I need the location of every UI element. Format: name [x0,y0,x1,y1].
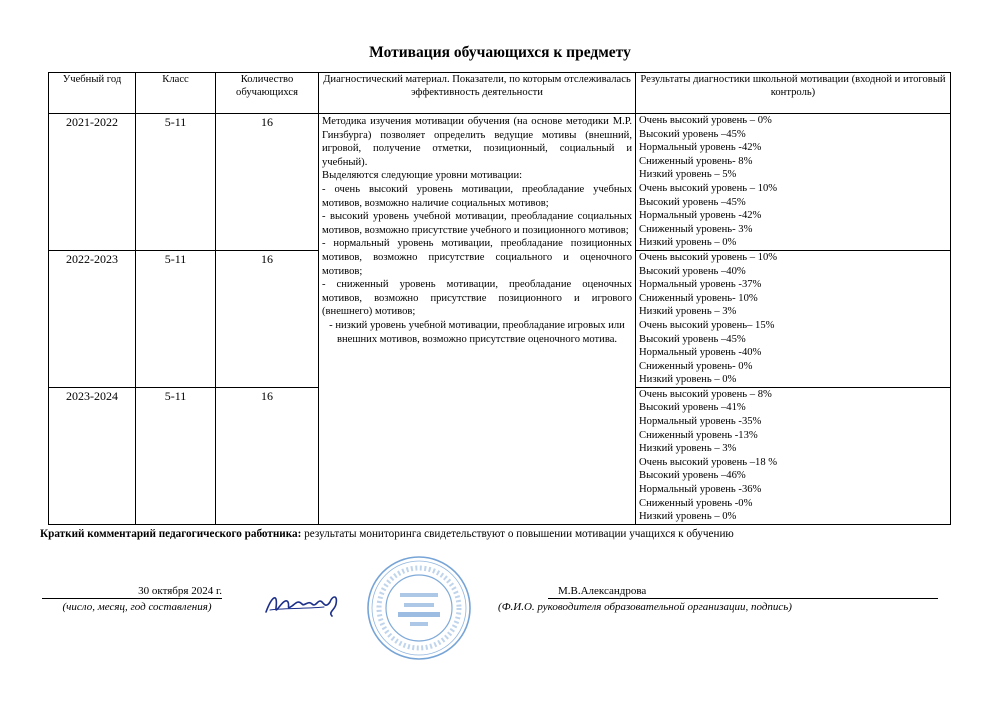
result-line: Высокий уровень –40% [639,265,746,277]
result-line: Сниженный уровень- 3% [639,223,753,235]
result-line: Сниженный уровень- 8% [639,155,753,167]
signer-name: М.В.Александрова [558,585,647,597]
count-cell: 16 [216,114,319,251]
result-line: Высокий уровень –45% [639,333,746,345]
header-results: Результаты диагностики школьной мотивации (входной и итоговый контроль) [636,73,951,114]
result-line: Низкий уровень – 0% [639,237,737,249]
result-line: Нормальный уровень -35% [639,416,762,428]
results-cell [636,387,951,524]
result-line: Высокий уровень –45% [639,196,746,208]
year-cell: 2021-2022 [49,114,136,251]
signer-caption: (Ф.И.О. руководителя образовательной организации, подпись) [498,601,792,613]
year-cell: 2023-2024 [49,387,136,524]
compilation-date: 30 октября 2024 г. [138,585,222,597]
result-line: Нормальный уровень -42% [639,210,762,222]
table-header-row [49,73,951,114]
table-row [49,114,951,251]
result-line: Очень высокий уровень – 0% [639,115,772,126]
header-count: Количество обучающихся [216,73,319,114]
result-line: Очень высокий уровень –18 % [639,456,778,468]
description-level: - очень высокий уровень мотивации, преобладание учебных мотивов, возможно наличие социальных мотивов; [322,183,632,209]
result-line: Сниженный уровень- 0% [639,360,753,372]
result-line: Нормальный уровень -36% [639,484,762,496]
result-line: Нормальный уровень -42% [639,142,762,154]
date-underline [42,598,222,599]
result-line: Сниженный уровень- 10% [639,292,758,304]
page-title: Мотивация обучающихся к предмету [369,44,631,61]
result-line: Низкий уровень – 0% [639,374,737,386]
results-cell [636,250,951,387]
class-cell: 5-11 [136,114,216,251]
header-diagnostic-material: Диагностический материал. Показатели, по которым отслеживалась эффективность деятельности [319,73,636,114]
result-line: Очень высокий уровень – 10% [639,251,778,263]
description-level: - нормальный уровень мотивации, преобладание позиционных мотивов, возможно присутствие социального и оценочного мотивов; [322,238,632,277]
description-level: - высокий уровень учебной мотивации, преобладание социальных мотивов, возможно присутствие учебного и позиционного мотивов; [322,211,632,236]
header-year: Учебный год [49,73,136,114]
motivation-table [48,72,951,525]
organization-seal-image [366,555,472,661]
count-cell: 16 [216,250,319,387]
signer-underline [548,598,938,599]
result-line: Низкий уровень – 0% [639,511,737,523]
description-level: - низкий уровень учебной мотивации, преобладание игровых или внешних мотивов, возможно присутствие оценочного мотива. [329,319,625,345]
date-caption: (число, месяц, год составления) [62,601,212,613]
result-line: Низкий уровень – 3% [639,443,737,455]
result-line: Высокий уровень –45% [639,128,746,140]
class-cell: 5-11 [136,250,216,387]
result-line: Очень высокий уровень – 10% [639,182,778,194]
signature-image [262,582,346,622]
result-line: Нормальный уровень -37% [639,279,762,291]
results-cell [636,114,951,251]
result-line: Высокий уровень –46% [639,470,746,482]
description-intro: Методика изучения мотивации обучения (на основе методики М.Р. Гинзбурга) позволяет определить ведущие мотивы (внешний, игровой, получение отметки, позиционный, социальный и учебный). [322,116,632,168]
result-line: Низкий уровень – 3% [639,306,737,318]
result-line: Очень высокий уровень– 15% [639,319,775,331]
diagnostic-description-cell [319,114,636,525]
result-line: Очень высокий уровень – 8% [639,388,772,400]
class-cell: 5-11 [136,387,216,524]
header-class: Класс [136,73,216,114]
comment-text: результаты мониторинга свидетельствуют о повышении мотивации учащихся к обучению [301,528,734,540]
count-cell: 16 [216,387,319,524]
year-cell: 2022-2023 [49,250,136,387]
result-line: Сниженный уровень -13% [639,429,758,441]
comment-label: Краткий комментарий педагогического работника: [40,528,302,540]
description-level: - сниженный уровень мотивации, преобладание оценочных мотивов, возможно присутствие позиционного и игрового (внешнего) мотивов; [322,279,632,318]
description-levels-heading: Выделяются следующие уровни мотивации: [322,170,523,182]
result-line: Низкий уровень – 5% [639,169,737,181]
result-line: Сниженный уровень -0% [639,497,753,509]
result-line: Высокий уровень –41% [639,402,746,414]
result-line: Нормальный уровень -40% [639,347,762,359]
teacher-comment [40,528,734,540]
